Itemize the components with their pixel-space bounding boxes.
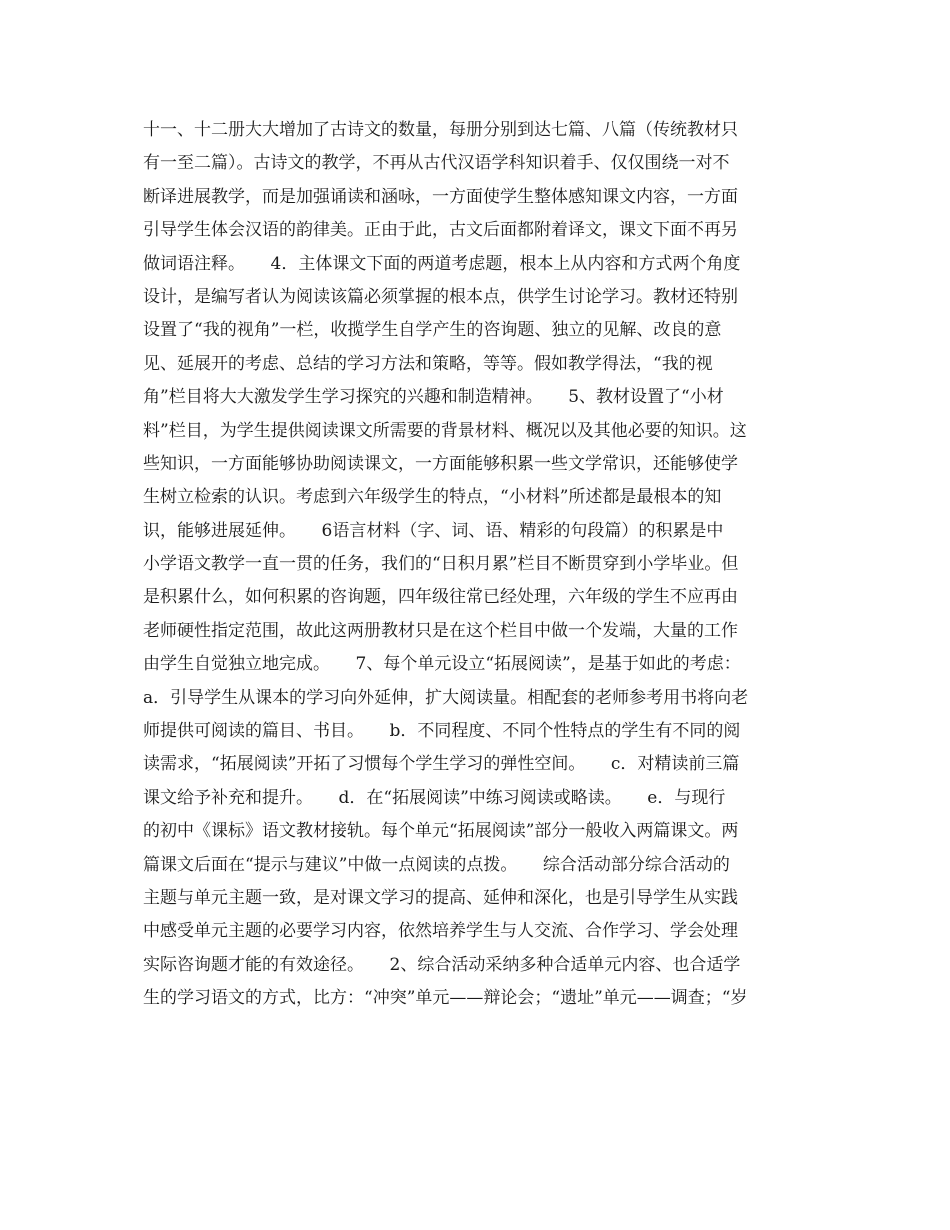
text-line: 由学生自觉独立地完成。 7、每个单元设立“拓展阅读”，是基于如此的考虑： (143, 654, 741, 675)
text-line: a．引导学生从课本的学习向外延伸，扩大阅读量。相配套的老师参考用书将向老 (143, 687, 749, 708)
text-line: 主题与单元主题一致，是对课文学习的提高、延伸和深化，也是引导学生从实践 (143, 887, 738, 908)
text-line: 有一至二篇）。古诗文的教学，不再从古代汉语学科知识着手、仅仅围绕一对不 (143, 153, 730, 174)
text-line: 读需求，“拓展阅读”开拓了习惯每个学生学习的弹性空间。 c．对精读前三篇 (143, 754, 740, 775)
text-line: 设置了“我的视角”一栏，收揽学生自学产生的咨询题、独立的见解、改良的意 (143, 320, 722, 341)
text-line: 引导学生体会汉语的韵律美。正由于此，古文后面都附着译文，课文下面不再另 (143, 220, 738, 241)
text-line: 角”栏目将大大激发学生学习探究的兴趣和制造精神。 5、教材设置了“小材 (143, 387, 724, 408)
text-line: 师提供可阅读的篇目、书目。 b．不同程度、不同个性特点的学生有不同的阅 (143, 721, 741, 742)
text-line: 料”栏目，为学生提供阅读课文所需要的背景材料、概况以及其他必要的知识。这 (143, 420, 747, 441)
text-line: 是积累什么，如何积累的咨询题，四年级往常已经处理，六年级的学生不应再由 (143, 587, 738, 608)
text-line: 的初中《课标》语文教材接轨。每个单元“拓展阅读”部分一般收入两篇课文。两 (143, 821, 739, 842)
text-line: 中感受单元主题的必要学习内容，依然培养学生与人交流、合作学习、学会处理 (143, 921, 738, 942)
text-line: 小学语文教学一直一贯的任务，我们的“日积月累”栏目不断贯穿到小学毕业。但 (143, 554, 739, 575)
text-line: 生的学习语文的方式，比方：“冲突”单元——辩论会；“遗址”单元——调查；“岁 (143, 988, 748, 1009)
text-line: 见、延展开的考虑、总结的学习方法和策略，等等。假如教学得法，“我的视 (143, 353, 713, 374)
text-line: 课文给予补充和提升。 d．在“拓展阅读”中练习阅读或略读。 e．与现行 (143, 787, 726, 808)
text-line: 识，能够进展延伸。 6语言材料（字、词、语、精彩的句段篇）的积累是中 (143, 520, 724, 541)
text-line: 做词语注释。 4．主体课文下面的两道考虑题，根本上从内容和方式两个角度 (143, 253, 741, 274)
text-line: 实际咨询题才能的有效途径。 2、综合活动采纳多种合适单元内容、也合适学 (143, 954, 741, 975)
text-line: 生树立检索的认识。考虑到六年级学生的特点，“小材料”所述都是最根本的知 (143, 487, 722, 508)
body-text (143, 114, 823, 1016)
text-line: 断译进展教学，而是加强诵读和涵咏，一方面使学生整体感知课文内容，一方面 (143, 186, 738, 207)
text-line: 些知识，一方面能够协助阅读课文，一方面能够积累一些文学常识，还能够使学 (143, 453, 738, 474)
text-line: 老师硬性指定范围，故此这两册教材只是在这个栏目中做一个发端，大量的工作 (143, 620, 738, 641)
text-line: 篇课文后面在“提示与建议”中做一点阅读的点拨。 综合活动部分综合活动的 (143, 854, 730, 875)
text-line: 十一、十二册大大增加了古诗文的数量，每册分别到达七篇、八篇（传统教材只 (143, 120, 738, 140)
text-line: 设计，是编写者认为阅读该篇必须掌握的根本点，供学生讨论学习。教材还特别 (143, 286, 738, 307)
